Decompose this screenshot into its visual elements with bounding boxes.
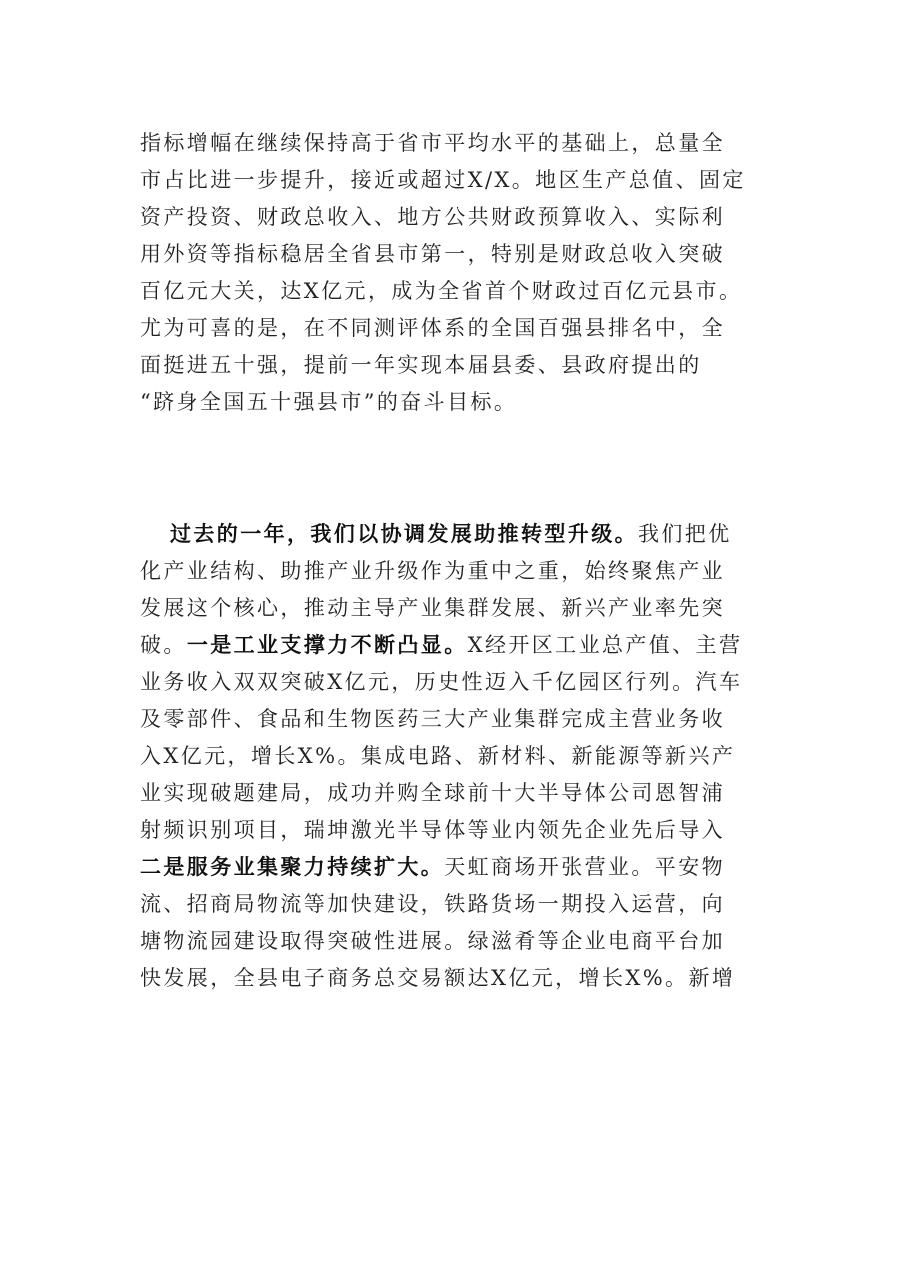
text-line: [140, 627, 780, 664]
text-line: 射频识别项目，瑞坤激光半导体等业内领先企业先后导入: [140, 818, 725, 842]
text-line: [140, 849, 780, 886]
text-span: X经开区工业总产值、主营: [467, 633, 743, 657]
text-line: 入X亿元，增长X%。集成电路、新材料、新能源等新兴产: [140, 744, 736, 768]
text-span: 天虹商场开张营业。平安物: [444, 855, 726, 879]
text-line: “跻身全国五十强县市”的奋斗目标。: [140, 390, 518, 414]
text-line: 用外资等指标稳居全省县市第一，特别是财政总收入突破: [140, 242, 725, 266]
text-line: [140, 516, 780, 553]
text-line: 业务收入双双突破X亿元，历史性迈入千亿园区行列。汽车: [140, 670, 743, 694]
bold-heading: 二是服务业集聚力持续扩大。: [140, 855, 445, 879]
bold-heading: 一是工业支撑力不断凸显。: [186, 633, 468, 657]
text-line: 塘物流园建设取得突破性进展。绿滋肴等企业电商平台加: [140, 929, 725, 953]
text-line: 及零部件、食品和生物医药三大产业集群完成主营业务收: [140, 707, 725, 731]
text-span: 破。: [140, 633, 187, 657]
text-line: 市占比进一步提升，接近或超过X/X。地区生产总值、固定: [140, 168, 746, 192]
text-line: 指标增幅在继续保持高于省市平均水平的基础上，总量全: [140, 131, 725, 155]
paragraph-1: [140, 125, 780, 421]
text-line: 百亿元大关，达X亿元，成为全省首个财政过百亿元县市。: [140, 279, 743, 303]
text-line: 资产投资、财政总收入、地方公共财政预算收入、实际利: [140, 205, 725, 229]
text-line: 发展这个核心，推动主导产业集群发展、新兴产业率先突: [140, 596, 725, 620]
bold-heading: 过去的一年，我们以协调发展助推转型升级。: [170, 522, 638, 546]
text-line: 面挺进五十强，提前一年实现本届县委、县政府提出的: [140, 353, 702, 377]
text-span: 我们把优: [638, 522, 732, 546]
text-line: 流、招商局物流等加快建设，铁路货场一期投入运营，向: [140, 892, 725, 916]
text-line: 业实现破题建局，成功并购全球前十大半导体公司恩智浦: [140, 781, 725, 805]
text-line: 尤为可喜的是，在不同测评体系的全国百强县排名中，全: [140, 316, 725, 340]
text-line: 快发展，全县电子商务总交易额达X亿元，增长X%。新增: [140, 966, 736, 990]
text-line: 化产业结构、助推产业升级作为重中之重，始终聚焦产业: [140, 559, 725, 583]
paragraph-2: [140, 516, 780, 997]
